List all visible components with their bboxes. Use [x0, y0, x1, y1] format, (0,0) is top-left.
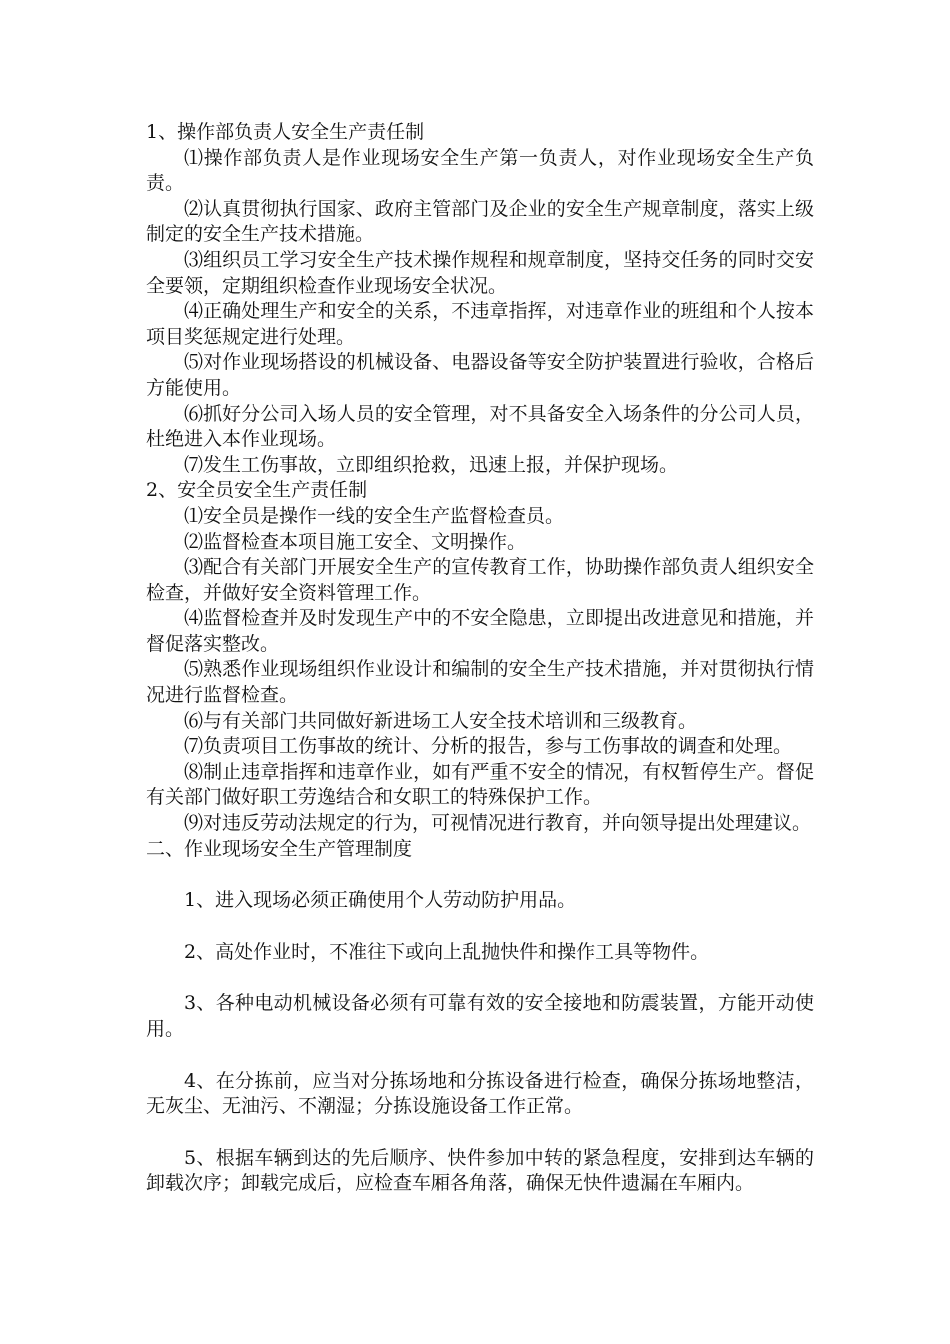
- section-2-item-8: ⑻制止违章指挥和违章作业，如有严重不安全的情况，有权暂停生产。督促有关部门做好职工劳逸结合和女职工的特殊保护工作。: [146, 760, 814, 809]
- section-1-item-7: ⑺发生工伤事故，立即组织抢救，迅速上报，并保护现场。: [184, 453, 679, 476]
- section-1-item-5: ⑸对作业现场搭设的机械设备、电器设备等安全防护装置进行验收，合格后方能使用。: [146, 351, 814, 399]
- section-1-item-1: ⑴操作部负责人是作业现场安全生产第一负责人，对作业现场安全生产负责。: [146, 146, 814, 195]
- section-2-item-9: ⑼对违反劳动法规定的行为，可视情况进行教育，并向领导提出处理建议。: [184, 812, 812, 835]
- section-3-item-2: 2、高处作业时，不准往下或向上乱抛快件和操作工具等物件。: [184, 940, 710, 963]
- section-3-item-5: 5、根据车辆到达的先后顺序、快件参加中转的紧急程度，安排到达车辆的卸载次序；卸载完成后，应检查车厢各角落，确保无快件遗漏在车厢内。: [146, 1146, 814, 1195]
- section-2-title: 2、安全员安全生产责任制: [146, 479, 368, 502]
- section-2-item-1: ⑴安全员是操作一线的安全生产监督检查员。: [184, 504, 565, 527]
- section-2-item-2: ⑵监督检查本项目施工安全、文明操作。: [184, 530, 527, 553]
- section-2-item-3: ⑶配合有关部门开展安全生产的宣传教育工作，协助操作部负责人组织安全检查，并做好安全资料管理工作。: [146, 556, 814, 604]
- section-2-item-7: ⑺负责项目工伤事故的统计、分析的报告，参与工伤事故的调查和处理。: [184, 735, 793, 758]
- section-2-item-4: ⑷监督检查并及时发现生产中的不安全隐患，立即提出改进意见和措施，并督促落实整改。: [146, 607, 814, 655]
- section-1-item-6: ⑹抓好分公司入场人员的安全管理，对不具备安全入场条件的分公司人员，杜绝进入本作业现场。: [146, 402, 814, 451]
- section-2-item-6: ⑹与有关部门共同做好新进场工人安全技术培训和三级教育。: [184, 709, 698, 732]
- section-2-item-5: ⑸熟悉作业现场组织作业设计和编制的安全生产技术措施，并对贯彻执行情况进行监督检查。: [146, 658, 814, 707]
- section-3-item-4: 4、在分拣前，应当对分拣场地和分拣设备进行检查，确保分拣场地整洁，无灰尘、无油污、不潮湿；分拣设施设备工作正常。: [146, 1069, 814, 1118]
- section-3-item-3: 3、各种电动机械设备必须有可靠有效的安全接地和防震装置，方能开动使用。: [146, 992, 814, 1040]
- section-1-item-3: ⑶组织员工学习安全生产技术操作规程和规章制度，坚持交任务的同时交安全要领，定期组织检查作业现场安全状况。: [146, 248, 814, 297]
- section-3-title: 二、作业现场安全生产管理制度: [146, 837, 413, 860]
- section-1-item-4: ⑷正确处理生产和安全的关系，不违章指挥，对违章作业的班组和个人按本项目奖惩规定进行处理。: [146, 300, 814, 348]
- section-3-item-1: 1、进入现场必须正确使用个人劳动防护用品。: [184, 889, 577, 912]
- section-1-title: 1、操作部负责人安全生产责任制: [146, 121, 425, 143]
- document-page: [146, 120, 814, 1197]
- section-1-item-2: ⑵认真贯彻执行国家、政府主管部门及企业的安全生产规章制度，落实上级制定的安全生产技术措施。: [146, 197, 814, 246]
